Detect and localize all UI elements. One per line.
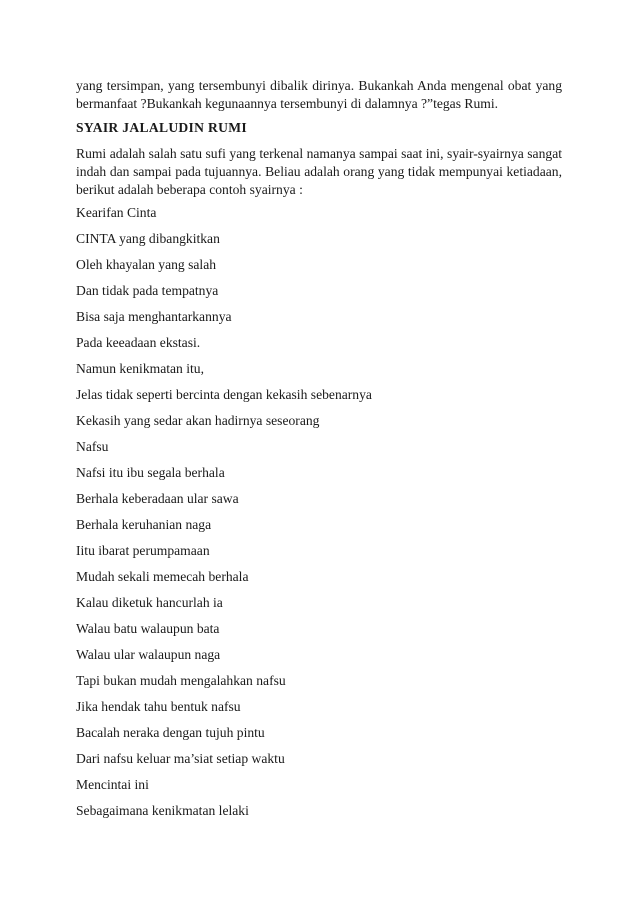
- poem-line: Mencintai ini: [76, 777, 149, 792]
- poem-line: Dan tidak pada tempatnya: [76, 283, 219, 298]
- poem-line: Nafsi itu ibu segala berhala: [76, 465, 225, 480]
- poem-line: Kearifan Cinta: [76, 205, 157, 220]
- poem-line: Sebagaimana kenikmatan lelaki: [76, 803, 249, 818]
- poem-line: Oleh khayalan yang salah: [76, 257, 217, 272]
- poem-line: Jelas tidak seperti bercinta dengan kekasih sebenarnya: [76, 387, 372, 402]
- poem-lines: [76, 204, 372, 828]
- poem-line: Iitu ibarat perumpamaan: [76, 543, 210, 558]
- poem-line: Jika hendak tahu bentuk nafsu: [76, 699, 241, 714]
- poem-line: Walau ular walaupun naga: [76, 647, 221, 662]
- paragraph-intro: yang tersimpan, yang tersembunyi dibalik dirinya. Bukankah Anda mengenal obat yang bermanfaat ?Bukankah kegunaannya tersembunyi di dalamnya ?”tegas Rumi.: [76, 78, 562, 111]
- poem-line: CINTA yang dibangkitkan: [76, 231, 220, 246]
- poem-line: Bisa saja menghantarkannya: [76, 309, 232, 324]
- poem-line: Pada keeadaan ekstasi.: [76, 335, 201, 350]
- poem-line: Nafsu: [76, 439, 109, 454]
- poem-line: Berhala keberadaan ular sawa: [76, 491, 239, 506]
- poem-line: Walau batu walaupun bata: [76, 621, 220, 636]
- poem-line: Berhala keruhanian naga: [76, 517, 212, 532]
- poem-line: Kekasih yang sedar akan hadirnya seseorang: [76, 413, 320, 428]
- section-heading: SYAIR JALALUDIN RUMI: [76, 120, 247, 135]
- poem-line: Bacalah neraka dengan tujuh pintu: [76, 725, 265, 740]
- paragraph-description: Rumi adalah salah satu sufi yang terkenal namanya sampai saat ini, syair-syairnya sangat indah dan sampai pada tujuannya. Beliau adalah orang yang tidak mempunyai ketiadaan, berikut adalah beberapa contoh syairnya :: [76, 146, 562, 197]
- poem-line: Kalau diketuk hancurlah ia: [76, 595, 223, 610]
- poem-line: Dari nafsu keluar ma’siat setiap waktu: [76, 751, 285, 766]
- poem-line: Namun kenikmatan itu,: [76, 361, 204, 376]
- poem-line: Tapi bukan mudah mengalahkan nafsu: [76, 673, 286, 688]
- poem-line: Mudah sekali memecah berhala: [76, 569, 249, 584]
